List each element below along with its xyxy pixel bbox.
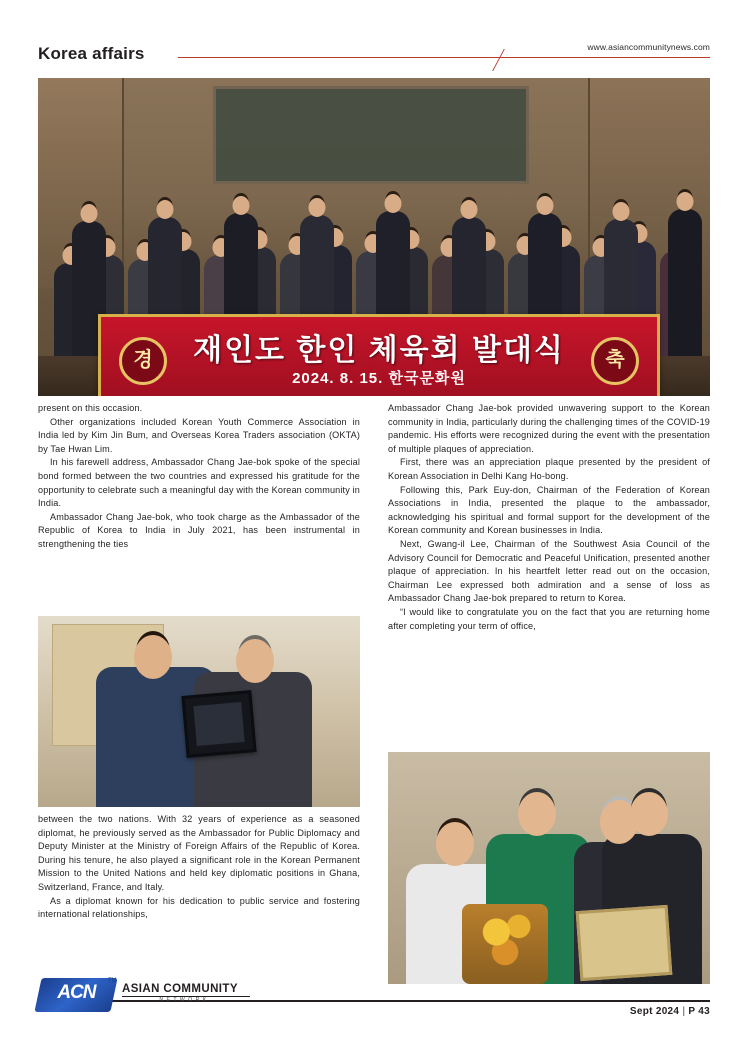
publication-logo (38, 978, 248, 1014)
event-banner (98, 314, 660, 396)
bouquet-presentation-photo (388, 752, 710, 984)
plaque-presentation-photo (38, 616, 360, 807)
photo-head-right (236, 639, 274, 683)
paragraph: Following this, Park Euy-don, Chairman of the Federation of Korean Associations in India, presented the plaque to the ambassador, acknowledging his spiritual and formal support for the development of the Korean community and Korean businesses in India. (388, 484, 710, 536)
paragraph: In his farewell address, Ambassador Chang Jae-bok spoke of the special bond formed between the two countries and expressed his gratitude for the opportunity to celebrate such a meaningful day with the Korean community in India. (38, 457, 360, 509)
article-column-right (388, 402, 710, 633)
footer-issue-and-page (630, 1006, 710, 1017)
trademark-symbol: TM (108, 978, 117, 984)
banner-sub-text: 2024. 8. 15. 한국문화원 (292, 370, 466, 387)
paragraph: present on this occasion. (38, 403, 143, 413)
paragraph: “I would like to congratulate you on the fact that you are returning home after completing your term of office, (388, 606, 710, 631)
logo-wordmark-sub: NETWORK (159, 997, 210, 1003)
acn-logo-mark (34, 978, 117, 1012)
paragraph: First, there was an appreciation plaque presented by the president of Korean Association in Delhi Kang Ho-bong. (388, 457, 710, 481)
footer-separator: | (682, 1006, 686, 1017)
photo-head-left (134, 635, 172, 679)
acn-logo-text: ACN (57, 982, 96, 1003)
banner-seal-right: 축 (591, 337, 639, 385)
article-column-left-top (38, 402, 360, 552)
photo-head-1 (436, 822, 474, 866)
page-number: P 43 (688, 1006, 710, 1017)
website-url: www.asiancommunitynews.com (587, 42, 710, 52)
logo-wordmark: ASIAN COMMUNITY (122, 983, 238, 995)
page-header (38, 44, 710, 70)
paragraph: between the two nations. With 32 years of experience as a seasoned diplomat, he previously served as the Ambassador for Public Diplomacy and Deputy Minister at the Ministry of Foreign Affairs of the Republic of Korea. During his tenure, he also played a significant role in the Korean Permanent Mission to the United Nations and held key diplomatic positions in Ghana, Switzerland, France, and Italy. (38, 814, 360, 892)
article-column-left-bottom (38, 813, 360, 922)
photo-bouquet (462, 904, 548, 984)
photo-backdrop-screen (213, 86, 529, 184)
photo-award-frame (576, 905, 673, 981)
photo-head-4 (630, 792, 668, 836)
banner-main-text: 재인도 한인 체육회 발대식 (193, 334, 565, 367)
section-title: Korea affairs (38, 44, 145, 63)
header-slash-mark (492, 49, 527, 71)
paragraph: Ambassador Chang Jae-bok, who took charge as the Ambassador of the Republic of Korea to India in July 2021, has been instrumental in strengthening the ties (38, 511, 360, 549)
hero-group-photo (38, 78, 710, 396)
photo-head-2 (518, 792, 556, 836)
paragraph: Ambassador Chang Jae-bok provided unwavering support to the Korean community in India, particularly during the challenging times of the COVID-19 pandemic. His efforts were recognized during the event with the presentation of multiple plaques of appreciation. (388, 403, 710, 454)
paragraph: Other organizations included Korean Youth Commerce Association in India led by Kim Jin Bum, and Overseas Korea Traders association (OKTA) by Tae Hwan Lim. (38, 416, 360, 454)
paragraph: As a diplomat known for his dedication to public service and fostering international relationships, (38, 895, 360, 920)
paragraph: Next, Gwang-il Lee, Chairman of the Southwest Asia Council of the Advisory Council for Democratic and Peaceful Unification, presented another plaque of appreciation. In his heartfelt letter read out on the occasion, Chairman Lee expressed both admiration and a sense of loss as Ambassador Chang Jae-bok prepared to return to Korea. (388, 538, 710, 604)
banner-seal-left: 경 (119, 337, 167, 385)
issue-date: Sept 2024 (629, 1006, 680, 1017)
header-divider-line (178, 57, 710, 58)
photo-plaque (181, 690, 256, 758)
